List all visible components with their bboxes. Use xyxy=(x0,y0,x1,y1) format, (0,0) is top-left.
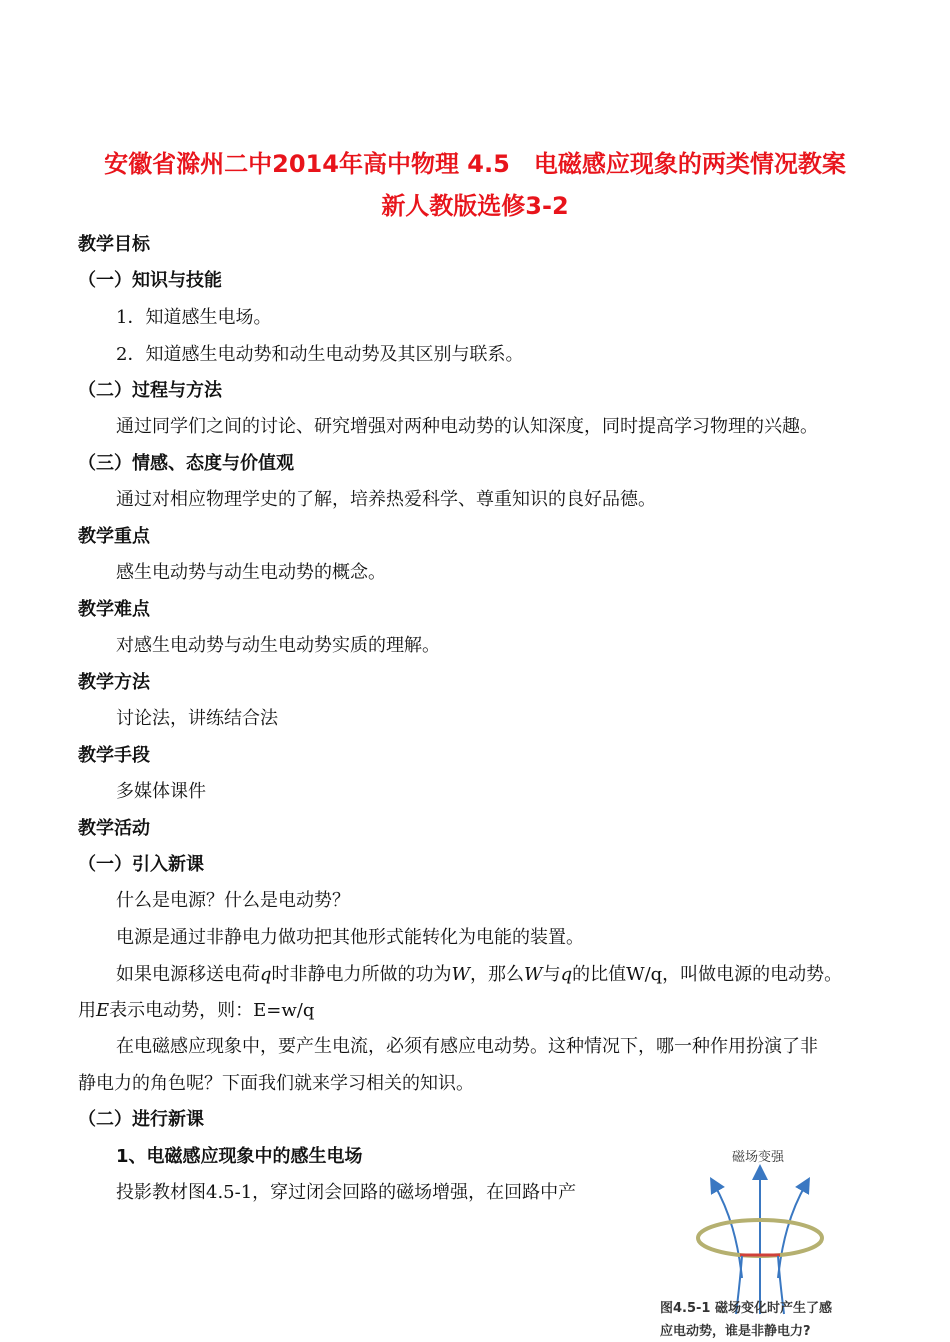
objectives-heading: 教学目标 xyxy=(78,234,150,255)
process-text: 通过同学们之间的讨论、研究增强对两种电动势的认知深度，同时提高学习物理的兴趣。 xyxy=(116,416,818,437)
method-heading: 教学方法 xyxy=(78,672,150,693)
emotion-heading: （三）情感、态度与价值观 xyxy=(78,453,294,474)
difficult-heading: 教学难点 xyxy=(78,599,150,620)
emf-text-1: 如果电源移送电荷 xyxy=(116,964,260,985)
activity-heading: 教学活动 xyxy=(78,818,150,839)
means-text: 多媒体课件 xyxy=(116,781,206,802)
subsection-1-text: 投影教材图4.5-1，穿过闭会回路的磁场增强，在回路中产 xyxy=(116,1182,577,1203)
method-text: 讨论法，讲练结合法 xyxy=(116,708,278,729)
field-line-left xyxy=(714,1184,742,1278)
emf-definition-line-1 xyxy=(116,960,842,986)
key-text: 感生电动势与动生电动势的概念。 xyxy=(116,562,386,583)
emf-text-4: 与 xyxy=(542,964,561,985)
key-heading: 教学重点 xyxy=(78,526,150,547)
induce-paragraph-line-2: 静电力的角色呢？下面我们就来学习相关的知识。 xyxy=(78,1073,474,1094)
subsection-1-heading: 1、电磁感应现象中的感生电场 xyxy=(116,1146,363,1167)
intro-question: 什么是电源？什么是电动势？ xyxy=(116,890,350,911)
emf-text-3: ，那么 xyxy=(470,964,525,985)
title-line-1: 安徽省滁州二中2014年高中物理 4.5 电磁感应现象的两类情况教案 xyxy=(104,150,846,178)
emf2-text-2: 表示电动势，则：E=w/q xyxy=(109,1000,315,1021)
knowledge-item-1: 1．知道感生电场。 xyxy=(116,307,272,328)
means-heading: 教学手段 xyxy=(78,745,150,766)
difficult-text: 对感生电动势与动生电动势实质的理解。 xyxy=(116,635,440,656)
title-line-2: 新人教版选修3-2 xyxy=(381,192,569,220)
work-symbol-2: W xyxy=(524,964,543,985)
figure-caption-line-2: 应电动势，谁是非静电力? xyxy=(660,1324,811,1339)
figure-caption-line-1: 图4.5-1 磁场变化时产生了感 xyxy=(660,1301,832,1316)
emf2-text-1: 用 xyxy=(78,1000,96,1021)
field-line-right xyxy=(778,1184,806,1278)
induce-paragraph-line-1: 在电磁感应现象中，要产生电流，必须有感应电动势。这种情况下，哪一种作用扮演了非 xyxy=(116,1036,818,1057)
new-lesson-heading: （二）进行新课 xyxy=(78,1109,204,1130)
intro-answer: 电源是通过非静电力做功把其他形式能转化为电能的装置。 xyxy=(116,927,584,948)
emf-text-2: 时非静电力所做的功为 xyxy=(271,964,452,985)
charge-symbol-2: q xyxy=(560,964,573,985)
figure-top-label: 磁场变强 xyxy=(732,1150,785,1165)
emf-symbol: E xyxy=(96,1000,110,1021)
emotion-text: 通过对相应物理学史的了解，培养热爱科学、尊重知识的良好品德。 xyxy=(116,489,656,510)
work-symbol: W xyxy=(451,964,471,985)
process-heading: （二）过程与方法 xyxy=(78,380,222,401)
knowledge-item-2: 2．知道感生电动势和动生电动势及其区别与联系。 xyxy=(116,344,524,365)
emf-definition-line-2 xyxy=(78,996,314,1022)
charge-symbol: q xyxy=(260,964,272,985)
intro-heading: （一）引入新课 xyxy=(78,854,204,875)
emf-text-5: 的比值W/q，叫做电源的电动势。 xyxy=(572,964,843,985)
knowledge-heading: （一）知识与技能 xyxy=(78,270,222,291)
